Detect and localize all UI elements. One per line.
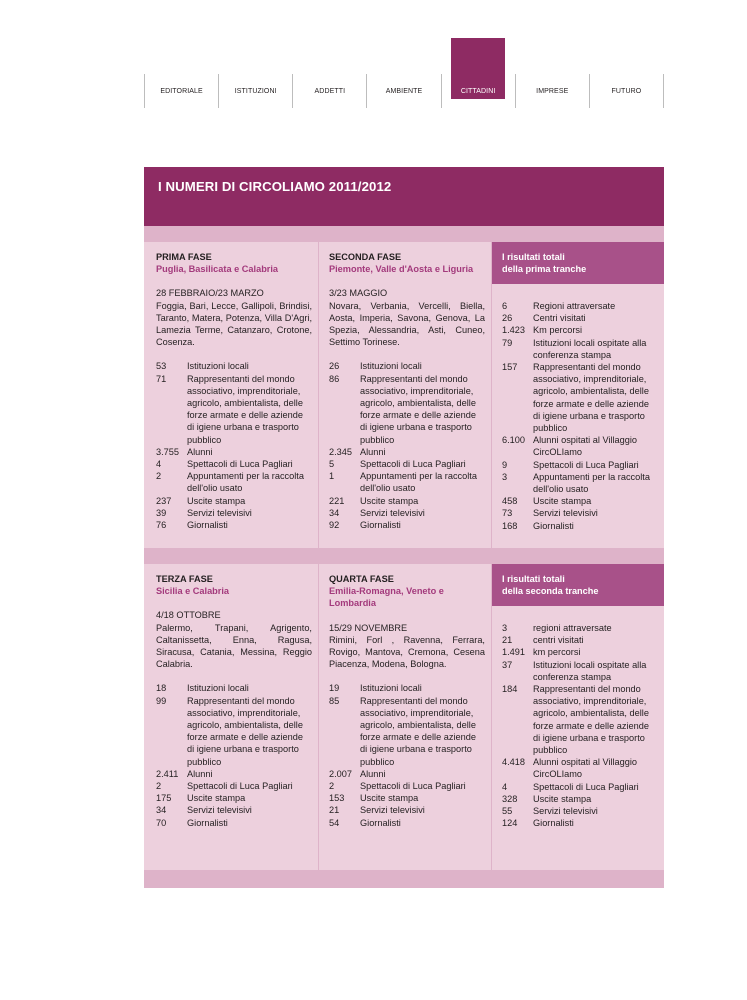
stat-value: 157: [502, 362, 518, 373]
stat-row: [156, 768, 312, 780]
stat-row: [329, 373, 485, 446]
stat-value: 1.423: [502, 325, 525, 336]
stat-row: [156, 470, 312, 494]
stat-value: 39: [156, 507, 167, 518]
stat-row: [156, 780, 312, 792]
stat-value: 19: [329, 683, 340, 694]
stat-label: km percorsi: [533, 647, 581, 658]
stat-row: [502, 300, 658, 312]
stat-label: Istituzioni locali ospitate alla conferenza stampa: [533, 337, 647, 360]
phase-region: Piemonte, Valle d'Aosta e Liguria: [329, 264, 474, 275]
stat-row: [329, 495, 485, 507]
stat-row: [329, 682, 485, 694]
stat-row: [502, 683, 658, 756]
phase-name: QUARTA FASE: [329, 574, 394, 584]
stat-value: 2.345: [329, 446, 352, 457]
stat-row: [156, 804, 312, 816]
phase-column: [329, 251, 485, 531]
stat-value: 76: [156, 520, 167, 531]
phase-dates: 4/18 OTTOBRE: [156, 610, 221, 621]
stat-value: 175: [156, 793, 172, 804]
stats-list: [329, 682, 485, 828]
phase-column: [156, 251, 312, 531]
stat-row: [156, 373, 312, 446]
stat-label: Rappresentanti del mondo associativo, imprenditoriale, agricolo, ambientalista, delle forze armate e delle aziende di igiene urbana e trasporto pubblico: [533, 362, 649, 434]
stat-value: 4.418: [502, 757, 525, 768]
stat-value: 124: [502, 818, 518, 829]
stat-row: [502, 756, 658, 780]
phase-places: Foggia, Bari, Lecce, Gallipoli, Brindisi, Taranto, Matera, Potenza, Villa D'Agri, Lamezia Terme, Catanzaro, Crotone, Cosenza.: [156, 300, 312, 348]
stat-row: [329, 804, 485, 816]
stat-label: Spettacoli di Luca Pagliari: [360, 459, 466, 470]
stat-value: 37: [502, 659, 513, 670]
stat-label: regioni attraversate: [533, 623, 612, 633]
stat-value: 34: [156, 805, 167, 816]
totals-title-line: I risultati totali: [502, 574, 565, 584]
phase-dates: 28 FEBBRAIO/23 MARZO: [156, 288, 264, 299]
stat-label: Uscite stampa: [360, 793, 419, 804]
stat-row: [502, 324, 658, 336]
stat-row: [502, 312, 658, 324]
totals-column: [502, 300, 658, 532]
stat-label: Spettacoli di Luca Pagliari: [533, 781, 639, 792]
stats-list: [156, 360, 312, 531]
stat-value: 79: [502, 337, 513, 348]
stat-label: Spettacoli di Luca Pagliari: [187, 781, 293, 792]
phase-places: Rimini, Forl , Ravenna, Ferrara, Rovigo, Mantova, Cremona, Cesena Piacenza, Modena, Bologna.: [329, 634, 485, 670]
stat-label: centri visitati: [533, 635, 584, 646]
totals-header: [492, 242, 664, 284]
stat-label: Giornalisti: [533, 818, 574, 829]
stat-row: [502, 459, 658, 471]
nav-item-imprese[interactable]: [515, 74, 589, 108]
stat-label: Servizi televisivi: [187, 805, 252, 816]
stat-row: [156, 360, 312, 372]
phase-column: [156, 573, 312, 829]
stat-label: Centri visitati: [533, 313, 586, 324]
stat-value: 221: [329, 495, 345, 506]
stat-label: Uscite stampa: [533, 496, 592, 507]
stat-label: Rappresentanti del mondo associativo, imprenditoriale, agricolo, ambientalista, delle forze armate e delle aziende di igiene urbana e trasporto pubblico: [360, 373, 476, 445]
stat-label: Giornalisti: [187, 817, 228, 828]
stat-label: Servizi televisivi: [533, 806, 598, 817]
nav-label: ADDETTI: [314, 87, 346, 95]
stat-row: [502, 337, 658, 361]
stat-value: 34: [329, 507, 340, 518]
nav-label: FUTURO: [611, 87, 642, 95]
stat-label: Giornalisti: [533, 520, 574, 531]
panel-strip: [144, 548, 664, 564]
stat-value: 458: [502, 496, 518, 507]
stat-value: 3.755: [156, 446, 179, 457]
stat-value: 70: [156, 817, 167, 828]
stat-label: Km percorsi: [533, 325, 583, 336]
stat-row: [329, 470, 485, 494]
stat-row: [156, 519, 312, 531]
stat-row: [502, 634, 658, 646]
stat-value: 73: [502, 508, 513, 519]
panel-title: I NUMERI DI CIRCOLIAMO 2011/2012: [158, 179, 392, 194]
stat-label: Rappresentanti del mondo associativo, imprenditoriale, agricolo, ambientalista, delle forze armate e delle aziende di igiene urbana e trasporto pubblico: [360, 695, 476, 767]
nav-label: IMPRESE: [536, 87, 569, 95]
stat-label: Alunni ospitati al Villaggio CircOLIamo: [533, 757, 638, 780]
phase-places: Novara, Verbania, Vercelli, Biella, Aosta, Imperia, Savona, Genova, La Spezia, Alessandria, Asti, Cuneo, Settimo Torinese.: [329, 300, 485, 348]
column-divider: [491, 242, 492, 548]
stat-label: Uscite stampa: [187, 495, 246, 506]
stat-value: 92: [329, 520, 340, 531]
stat-label: Appuntamenti per la raccolta dell'olio usato: [360, 471, 477, 494]
stat-row: [502, 471, 658, 495]
panel-title-bar: [144, 167, 664, 226]
stat-value: 26: [329, 361, 340, 372]
stat-label: Appuntamenti per la raccolta dell'olio usato: [187, 471, 304, 494]
phase-dates: 3/23 MAGGIO: [329, 288, 388, 299]
panel-strip: [144, 226, 664, 242]
phase-name: TERZA FASE: [156, 574, 213, 584]
stat-row: [502, 793, 658, 805]
stat-label: Servizi televisivi: [187, 507, 252, 518]
nav-label: AMBIENTE: [385, 87, 423, 95]
stat-label: Spettacoli di Luca Pagliari: [360, 781, 466, 792]
column-divider: [491, 564, 492, 870]
stat-row: [156, 792, 312, 804]
stat-value: 99: [156, 695, 167, 706]
stat-row: [502, 805, 658, 817]
stat-row: [329, 458, 485, 470]
stat-value: 6: [502, 301, 508, 311]
totals-title-line: I risultati totali: [502, 252, 565, 262]
stat-row: [502, 817, 658, 829]
stat-row: [502, 622, 658, 634]
nav-item-ambiente[interactable]: [366, 74, 440, 108]
stat-value: 1: [329, 471, 335, 482]
stat-label: Istituzioni locali: [360, 683, 422, 694]
stat-label: Servizi televisivi: [533, 508, 598, 519]
totals-title-line: della prima tranche: [502, 264, 587, 275]
totals-column: [502, 622, 658, 829]
stat-row: [156, 446, 312, 458]
stat-label: Rappresentanti del mondo associativo, imprenditoriale, agricolo, ambientalista, delle forze armate e delle aziende di igiene urbana e trasporto pubblico: [533, 684, 649, 756]
nav-item-istituzioni[interactable]: [218, 74, 292, 108]
stat-label: Servizi televisivi: [360, 507, 425, 518]
nav-item-editoriale[interactable]: [144, 74, 218, 108]
stat-row: [502, 507, 658, 519]
stat-value: 9: [502, 459, 508, 470]
stat-value: 168: [502, 520, 518, 531]
stat-value: 1.491: [502, 647, 525, 658]
stat-label: Istituzioni locali: [187, 361, 249, 372]
phase-name: SECONDA FASE: [329, 252, 402, 262]
stat-row: [156, 817, 312, 829]
stat-label: Istituzioni locali: [187, 683, 249, 694]
stat-row: [502, 434, 658, 458]
stat-row: [329, 817, 485, 829]
stat-row: [329, 360, 485, 372]
stat-label: Spettacoli di Luca Pagliari: [187, 459, 293, 470]
stat-label: Giornalisti: [360, 817, 401, 828]
stat-label: Istituzioni locali ospitate alla conferenza stampa: [533, 659, 647, 682]
stat-row: [156, 695, 312, 768]
stat-value: 85: [329, 695, 340, 706]
panel-strip: [144, 870, 664, 888]
stats-list: [502, 300, 658, 532]
stat-label: Alunni: [360, 446, 386, 457]
stat-row: [156, 507, 312, 519]
stat-value: 3: [502, 471, 508, 482]
stat-value: 184: [502, 684, 518, 695]
stat-label: Alunni: [187, 768, 213, 779]
stat-value: 2: [156, 781, 162, 792]
stat-value: 54: [329, 817, 340, 828]
stat-value: 21: [329, 805, 340, 816]
stats-list: [502, 622, 658, 829]
stat-value: 2.007: [329, 768, 352, 779]
stat-value: 328: [502, 793, 518, 804]
phase-name: PRIMA FASE: [156, 252, 212, 262]
stat-value: 71: [156, 373, 167, 384]
stat-value: 2: [329, 781, 335, 792]
stat-row: [502, 495, 658, 507]
stat-value: 2.411: [156, 768, 179, 779]
stat-value: 3: [502, 623, 508, 633]
phase-column: [329, 573, 485, 829]
nav-label: CITTADINI: [460, 87, 496, 95]
stat-value: 237: [156, 495, 172, 506]
stat-row: [329, 446, 485, 458]
stat-label: Alunni: [187, 446, 213, 457]
stat-row: [329, 519, 485, 531]
stat-value: 4: [156, 459, 162, 470]
stats-list: [156, 682, 312, 828]
nav-label: EDITORIALE: [160, 87, 203, 95]
stat-value: 153: [329, 793, 345, 804]
stat-row: [156, 458, 312, 470]
stat-value: 18: [156, 683, 167, 694]
stat-row: [502, 781, 658, 793]
top-nav: [144, 74, 664, 108]
stat-row: [156, 682, 312, 694]
stat-label: Regioni attraversate: [533, 301, 616, 311]
phase-places: Palermo, Trapani, Agrigento, Caltanissetta, Enna, Ragusa, Siracusa, Catania, Messina, Reggio Calabria.: [156, 622, 312, 670]
stat-label: Uscite stampa: [533, 793, 592, 804]
stat-label: Giornalisti: [360, 520, 401, 531]
stat-row: [502, 361, 658, 434]
stat-label: Uscite stampa: [187, 793, 246, 804]
stat-row: [502, 659, 658, 683]
stat-label: Giornalisti: [187, 520, 228, 531]
stat-label: Uscite stampa: [360, 495, 419, 506]
nav-label: ISTITUZIONI: [234, 87, 277, 95]
nav-active-underline: [458, 100, 498, 101]
stat-value: 2: [156, 471, 162, 482]
phase-region: Emilia-Romagna, Veneto e Lombardia: [329, 586, 444, 609]
stat-value: 86: [329, 373, 340, 384]
stat-label: Rappresentanti del mondo associativo, imprenditoriale, agricolo, ambientalista, delle forze armate e delle aziende di igiene urbana e trasporto pubblico: [187, 695, 303, 767]
stat-row: [156, 495, 312, 507]
stat-row: [329, 780, 485, 792]
stat-value: 6.100: [502, 435, 525, 446]
stat-row: [329, 507, 485, 519]
stat-label: Spettacoli di Luca Pagliari: [533, 459, 639, 470]
column-divider: [318, 242, 319, 548]
stat-row: [329, 768, 485, 780]
stat-row: [329, 792, 485, 804]
stat-row: [329, 695, 485, 768]
stat-row: [502, 646, 658, 658]
phase-region: Puglia, Basilicata e Calabria: [156, 264, 279, 275]
stats-list: [329, 360, 485, 531]
stat-label: Istituzioni locali: [360, 361, 422, 372]
stat-value: 5: [329, 459, 335, 470]
stat-value: 53: [156, 361, 167, 372]
nav-item-cittadini[interactable]: [441, 74, 515, 108]
nav-item-addetti[interactable]: [292, 74, 366, 108]
phase-dates: 15/29 NOVEMBRE: [329, 622, 408, 633]
stat-label: Alunni: [360, 768, 386, 779]
stat-value: 26: [502, 313, 513, 324]
stat-label: Rappresentanti del mondo associativo, imprenditoriale, agricolo, ambientalista, delle forze armate e delle aziende di igiene urbana e trasporto pubblico: [187, 373, 303, 445]
column-divider: [318, 564, 319, 870]
stat-label: Appuntamenti per la raccolta dell'olio usato: [533, 471, 650, 495]
stat-value: 4: [502, 781, 508, 792]
totals-header: [492, 564, 664, 606]
stat-value: 21: [502, 635, 513, 646]
nav-item-futuro[interactable]: [589, 74, 664, 108]
stat-label: Servizi televisivi: [360, 805, 425, 816]
totals-title-line: della seconda tranche: [502, 586, 599, 597]
stat-row: [502, 520, 658, 532]
stat-label: Alunni ospitati al Villaggio CircOLIamo: [533, 435, 638, 458]
stat-value: 55: [502, 806, 513, 817]
phase-region: Sicilia e Calabria: [156, 586, 230, 597]
